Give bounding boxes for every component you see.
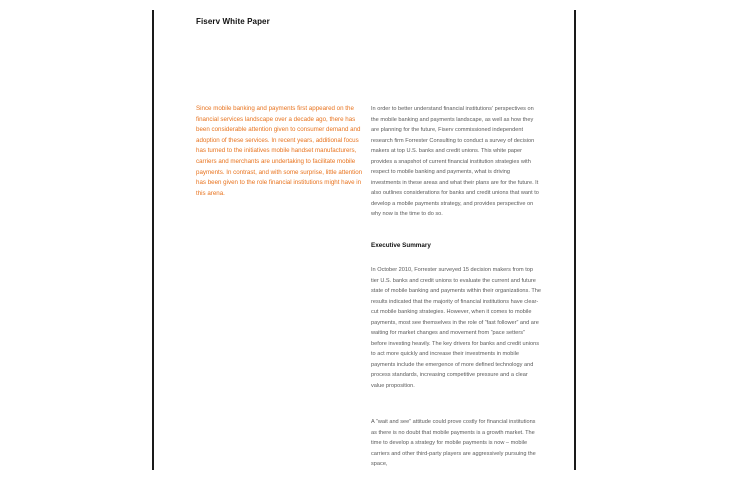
executive-summary-paragraph-1: In October 2010, Forrester surveyed 15 decision makers from top tier U.S. banks and credit unions to evaluate the current and future state of mobile banking and payments within their organizations. The results indicated that the majority of financial institutions have clear-cut mobile banking strategies. However, when it comes to mobile payments, most see themselves in the role of “fast follower” and are waiting for market changes and movement from “pace setters” before investing heavily. The key drivers for banks and credit unions to act more quickly and increase their investments in mobile payments include the emergence of more defined technology and process standards, increasing competitive pressure and a clear value proposition.	[371, 267, 541, 389]
page-left-border	[152, 10, 154, 470]
executive-summary-heading: Executive Summary	[371, 242, 431, 249]
lead-paragraph: Since mobile banking and payments first appeared on the financial services landscape over a decade ago, there has been considerable attention given to consumer demand and adoption of these services. In recent years, additional focus has turned to the initiatives mobile handset manufacturers, carriers and merchants are undertaking to facilitate mobile payments. In contrast, and with some surprise, little attention has been given to the role financial institutions might have in this arena.	[196, 105, 363, 197]
page-right-border	[574, 10, 576, 470]
executive-summary-paragraph-2: A “wait and see” attitude could prove costly for financial institutions as there is no doubt that mobile payments is a growth market. The time to develop a strategy for mobile payments is now – mobile carriers and other third-party players are aggressively pursuing the space,	[371, 419, 536, 467]
document-header: Fiserv White Paper	[196, 17, 270, 26]
intro-paragraph: In order to better understand financial institutions' perspectives on the mobile banking and payments landscape, as well as how they are planning for the future, Fiserv commissioned independent research firm Forrester Consulting to conduct a survey of decision makers at top U.S. banks and credit unions. This white paper provides a snapshot of current financial institution strategies with respect to mobile banking and payments, what is driving investments in these areas and what their plans are for the future. It also outlines considerations for banks and credit unions that want to develop a mobile payments strategy, and provides perspective on why now is the time to do so.	[371, 106, 539, 217]
